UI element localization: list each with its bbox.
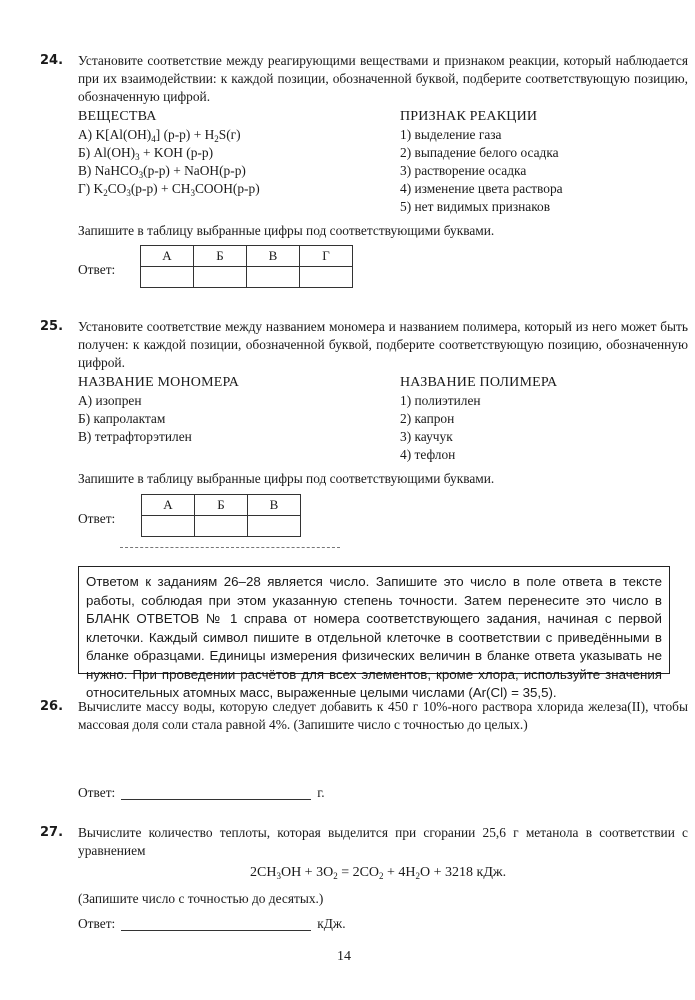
instructions-text: Ответом к заданиям 26–28 является число. Запишите это число в поле ответа в тексте работы, соблюдая при этом указанную степень точности. Затем перенесите это число в БЛАНК ОТВЕТОВ № 1 справа от номера соответствующего задания, начиная с первой клеточки. Каждый символ пишите в отдельной клеточке в соответствии с приведёнными в бланке образцами. Единицы измерения физических величин в бланке ответа указывать не нужно. При проведении расчётов для всех элементов, кроме хлора, используйте значения относительных атомных масс, выраженные целыми числами (Ar(Cl) = 35,5). xyxy=(86,574,662,700)
task-number: 25. xyxy=(40,319,64,334)
task-number: 26. xyxy=(40,699,64,714)
substance-item-g: Г) $K_2CO_3(р-р)$ + $CH_3COOH(р-р)$ xyxy=(78,181,260,198)
answer-cell[interactable] xyxy=(247,267,300,288)
substance-item-a: А) $K[Al(OH)_4] (р-р) + H_2S(г)$ xyxy=(78,127,241,144)
answer-cell[interactable] xyxy=(300,267,353,288)
polymer-item: 1) полиэтилен xyxy=(400,393,481,408)
reaction-sign-item: 2) выпадение белого осадка xyxy=(400,145,559,160)
answer-cell[interactable] xyxy=(141,267,194,288)
answer-unit: кДж. xyxy=(317,916,346,931)
precision-note: (Запишите число с точностью до десятых.) xyxy=(78,891,324,906)
answer-line xyxy=(78,784,325,802)
reaction-sign-header: ПРИЗНАК РЕАКЦИИ xyxy=(400,109,538,124)
substance-item-b: Б) $Al(OH)_3$ + KOH (р-р) xyxy=(78,145,214,162)
monomer-item: А) изопрен xyxy=(78,393,142,408)
answer-table-header: А xyxy=(142,495,195,516)
task-question: Установите соответствие между реагирующими веществами и признаком реакции, который наблюдается при их взаимодействии: к каждой позиции, обозначенной буквой, подберите соответствующую позицию, обозначенную цифрой. xyxy=(78,53,688,104)
answer-table xyxy=(140,245,353,288)
task-question: Вычислите количество теплоты, которая выделится при сгорании 25,6 г метанола в соответствии с уравнением xyxy=(78,825,688,858)
task-number: 27. xyxy=(40,825,64,840)
polymer-item: 2) капрон xyxy=(400,411,455,426)
polymer-header: НАЗВАНИЕ ПОЛИМЕРА xyxy=(400,375,558,390)
answer-label: Ответ: xyxy=(78,262,116,277)
monomer-header: НАЗВАНИЕ МОНОМЕРА xyxy=(78,375,240,390)
table-prompt: Запишите в таблицу выбранные цифры под соответствующими буквами. xyxy=(78,223,495,238)
page-number: 14 xyxy=(337,949,351,964)
polymer-item: 3) каучук xyxy=(400,429,453,444)
instructions-box xyxy=(78,566,670,700)
reaction-sign-item: 5) нет видимых признаков xyxy=(400,199,551,214)
substances-header: ВЕЩЕСТВА xyxy=(78,109,157,124)
substance-item-v: В) NaHCO$_3$(р-р) + NaOH(р-р) xyxy=(78,163,246,180)
answer-label: Ответ: xyxy=(78,785,116,800)
answer-table-header: Б xyxy=(194,246,247,267)
answer-cell[interactable] xyxy=(248,516,301,537)
answer-field[interactable] xyxy=(121,916,311,931)
task-question: Установите соответствие между названием мономера и названием полимера, который из него может быть получен: к каждой позиции, обозначенной буквой, подберите соответствующую позицию, обозначенную цифрой. xyxy=(78,319,688,370)
reaction-sign-item: 1) выделение газа xyxy=(400,127,502,142)
table-prompt: Запишите в таблицу выбранные цифры под соответствующими буквами. xyxy=(78,471,495,486)
reaction-sign-item: 4) изменение цвета раствора xyxy=(400,181,563,196)
answer-label: Ответ: xyxy=(78,511,116,526)
answer-cell[interactable] xyxy=(195,516,248,537)
reaction-equation: $2CH_3OH + 3O_2 = 2CO_2 + 4H_2O + 3218$ кДж. xyxy=(250,865,507,881)
answer-table-header: А xyxy=(141,246,194,267)
answer-cell[interactable] xyxy=(194,267,247,288)
answer-field[interactable] xyxy=(121,785,311,800)
answer-table xyxy=(141,494,301,537)
answer-cell[interactable] xyxy=(142,516,195,537)
answer-line xyxy=(78,915,346,933)
monomer-item: Б) капролактам xyxy=(78,411,166,426)
reaction-sign-item: 3) растворение осадка xyxy=(400,163,527,178)
answer-table-header: В xyxy=(247,246,300,267)
polymer-item: 4) тефлон xyxy=(400,447,456,462)
answer-table-header: В xyxy=(248,495,301,516)
answer-table-header: Г xyxy=(300,246,353,267)
answer-unit: г. xyxy=(317,785,325,800)
task-question: Вычислите массу воды, которую следует добавить к 450 г 10%-ного раствора хлорида железа(II), чтобы массовая доля соли стала равной 4%. (Запишите число с точностью до целых.) xyxy=(78,699,688,732)
answer-table-header: Б xyxy=(195,495,248,516)
divider xyxy=(120,547,340,548)
task-number: 24. xyxy=(40,53,64,68)
answer-label: Ответ: xyxy=(78,916,116,931)
monomer-item: В) тетрафторэтилен xyxy=(78,429,192,444)
